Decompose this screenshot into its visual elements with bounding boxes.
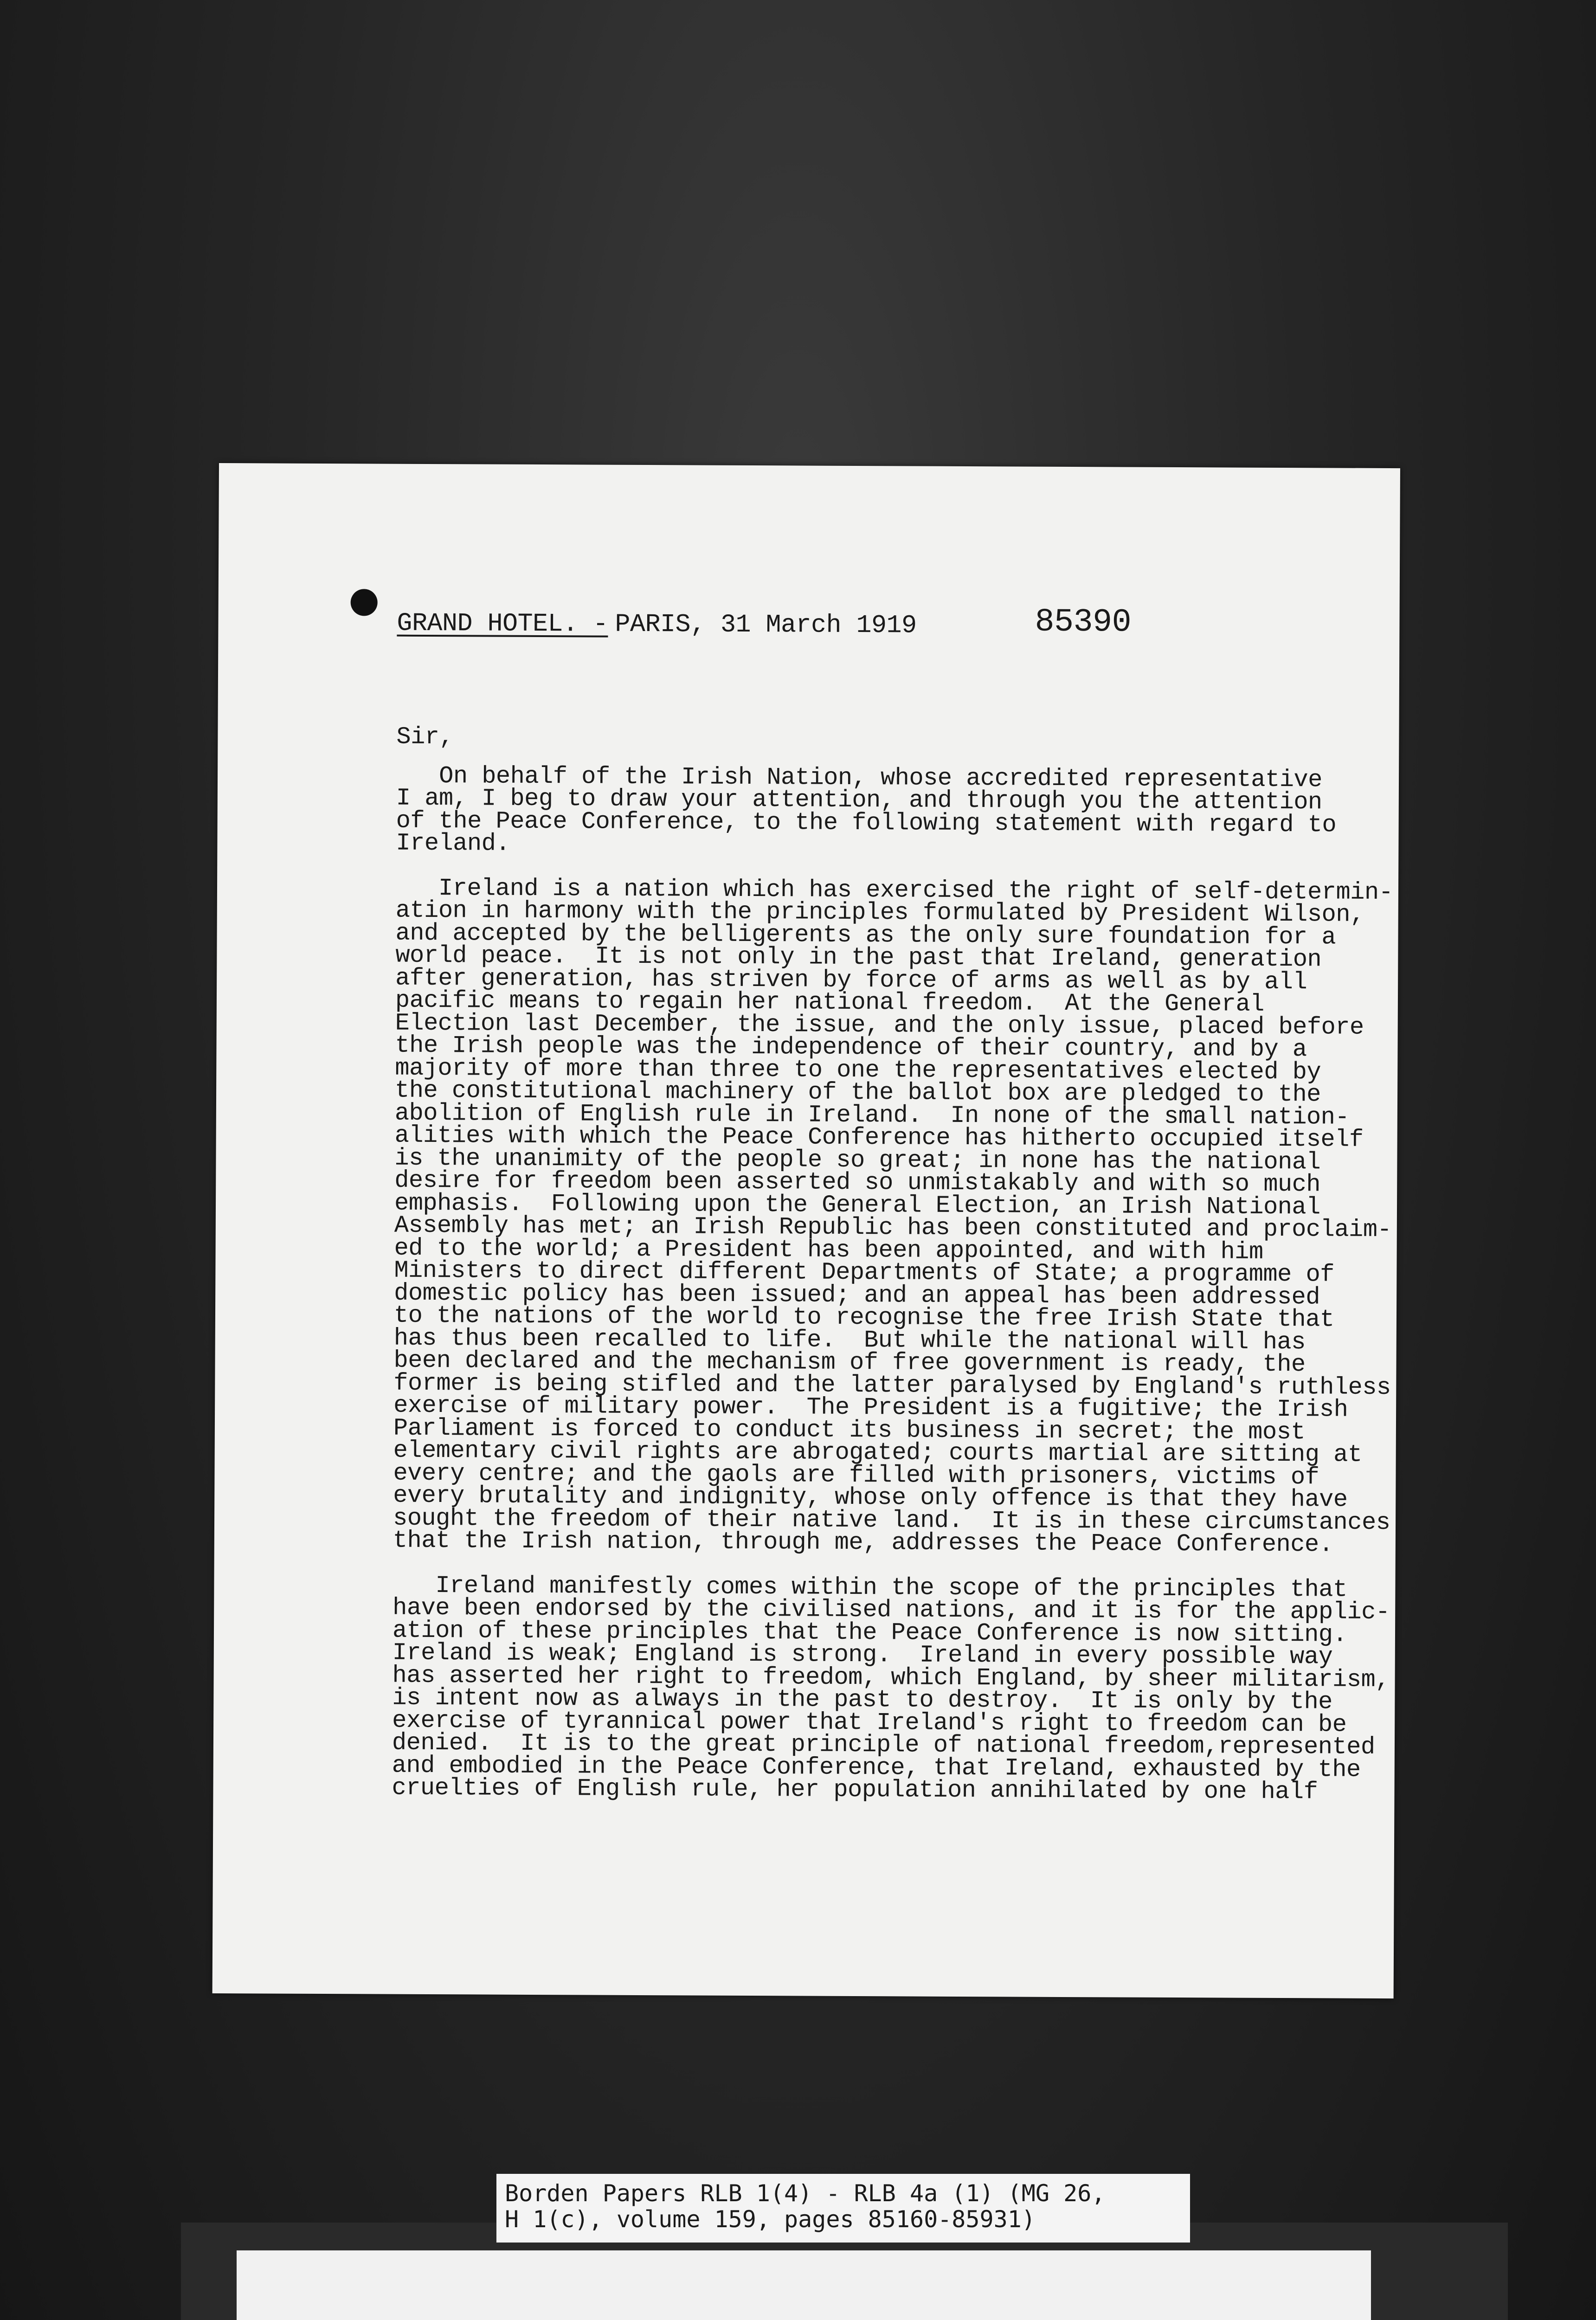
paragraph-2: Ireland is a nation which has exercised the right of self-determin- ation in harmony with the principles formulated by President Wilson, and accepted by the belligerents as the only sure foundation for a world peace. It is not only in the past that Ireland, generation after generation, has striven by force of arms as well as by all pacific means to regain her national freedom. At the General Election last December, the issue, and the only issue, placed before the Irish people was the independence of their country, and by a majority of more than three to one the representatives elected by the constitutional machinery of the ballot box are pledged to the abolition of English rule in Ireland. In none of the small nation- alities with which the Peace Conference has hitherto occupied itself is the unanimity of the people so great; in none has the national desire for freedom been asserted so unmistakably and with so much emphasis. Following upon the General Election, an Irish National Assembly has met; an Irish Republic has been constituted and proclaim- ed to the world; a President has been appointed, and with him Ministers to direct different Departments of State; a programme of domestic policy has been issued; and an appeal has been addressed to the nations of the world to recognise the free Irish State that has thus been recalled to life. But while the national will has been declared and the mechanism of free government is ready, the former is being stifled and the latter paralysed by England's ruthless exercise of military power. The President is a fugitive; the Irish Parliament is forced to conduct its business in secret; the most elementary civil rights are abrogated; courts martial are sitting at every centre; and the gaols are filled with prisoners, victims of every brutality and indignity, whose only offence is that they have sought the freedom of their native land. It is in these circumstances that the Irish nation, through me, addresses the Peace Conference. (393, 874, 1393, 1559)
hotel-name: GRAND HOTEL. - (397, 608, 608, 639)
letter-page (212, 463, 1400, 1998)
letter-body (392, 604, 1393, 1826)
punch-hole (351, 589, 378, 616)
letterhead (397, 604, 1343, 654)
salutation: Sir, (396, 723, 454, 751)
paragraph-1: On behalf of the Irish Nation, whose accredited representative I am, I beg to draw your attention, and through you the attention of the Peace Conference, to the following statement with regard to Ireland. (396, 762, 1337, 857)
archive-stamp-card (237, 2250, 1371, 2320)
reference-label: Borden Papers RLB 1(4) - RLB 4a (1) (MG 26, H 1(c), volume 159, pages 85160-85931) (496, 2174, 1190, 2243)
folio-number: 85390 (1035, 604, 1132, 641)
place-and-date: PARIS, 31 March 1919 (615, 609, 917, 640)
paragraph-3: Ireland manifestly comes within the scope of the principles that have been endorsed by the civilised nations, and it is for the applic- ation of these principles that the Peace Conference is now sitting. Ireland is weak; England is strong. Ireland in every possible way has asserted her right to freedom, which England, by sheer militarism, is intent now as always in the past to destroy. It is only by the exercise of tyrannical power that Ireland's right to freedom can be denied. It is to the great principle of national freedom,represented and embodied in the Peace Conference, that Ireland, exhausted by the cruelties of English rule, her population annihilated by one half (392, 1572, 1390, 1806)
